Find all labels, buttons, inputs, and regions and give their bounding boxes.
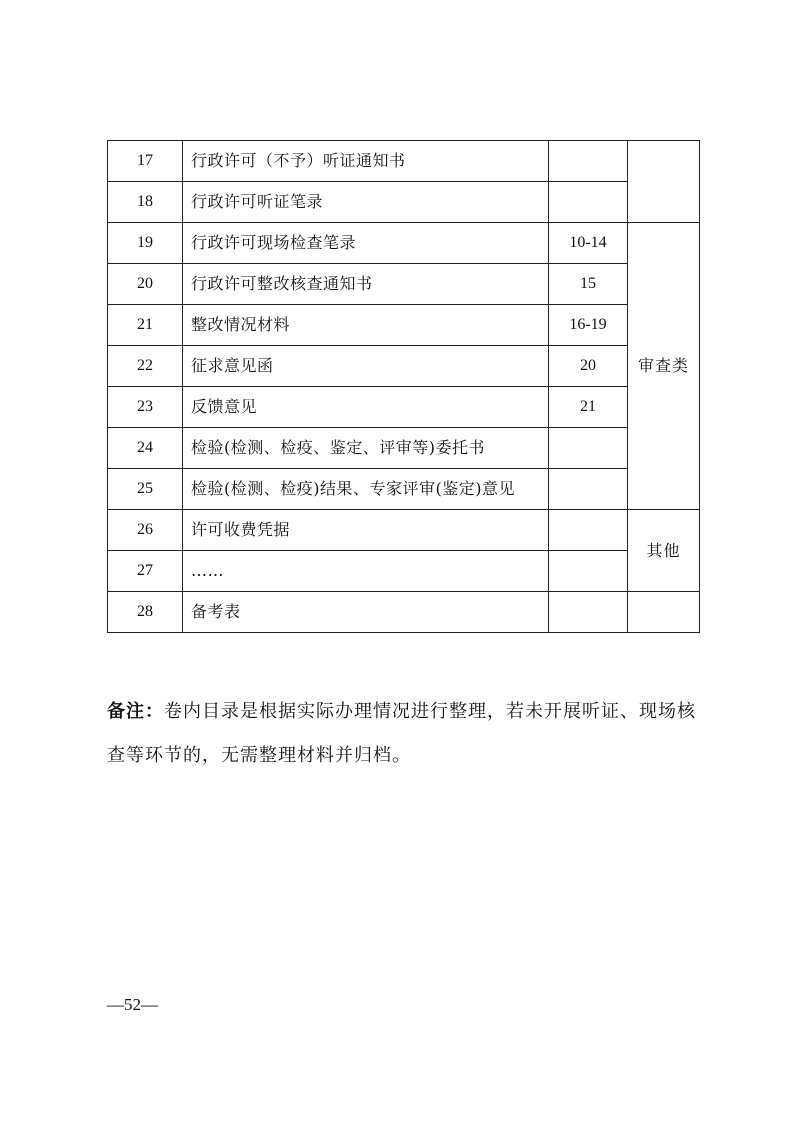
page-range: 21: [549, 387, 628, 428]
category-cell-blank: [628, 141, 700, 223]
page-range: [549, 551, 628, 592]
row-number: 18: [108, 182, 183, 223]
table-row: [108, 223, 700, 264]
row-number: 26: [108, 510, 183, 551]
table-row: [108, 551, 700, 592]
document-title: 许可收费凭据: [183, 510, 549, 551]
document-title: 行政许可现场检查笔录: [183, 223, 549, 264]
table-row: [108, 141, 700, 182]
catalog-table: [107, 140, 700, 633]
table-row: [108, 387, 700, 428]
page-range: [549, 510, 628, 551]
page-range: [549, 182, 628, 223]
table-row: [108, 346, 700, 387]
page-number: —52—: [107, 995, 158, 1014]
page-range: 15: [549, 264, 628, 305]
document-title: 整改情况材料: [183, 305, 549, 346]
row-number: 21: [108, 305, 183, 346]
table-row: [108, 592, 700, 633]
category-cell-blank: [628, 592, 700, 633]
document-title: 检验(检测、检疫、鉴定、评审等)委托书: [183, 428, 549, 469]
document-title: 行政许可听证笔录: [183, 182, 549, 223]
document-title: 反馈意见: [183, 387, 549, 428]
category-other: 其他: [628, 510, 700, 592]
table-row: [108, 428, 700, 469]
row-number: 28: [108, 592, 183, 633]
document-title: 检验(检测、检疫)结果、专家评审(鉴定)意见: [183, 469, 549, 510]
table-row: [108, 264, 700, 305]
table-row: [108, 182, 700, 223]
row-number: 23: [108, 387, 183, 428]
document-title: 征求意见函: [183, 346, 549, 387]
row-number: 25: [108, 469, 183, 510]
page-range: [549, 469, 628, 510]
document-title: 行政许可整改核查通知书: [183, 264, 549, 305]
page-range: [549, 141, 628, 182]
remarks-text: 卷内目录是根据实际办理情况进行整理，若未开展听证、现场核查等环节的，无需整理材料并归档。: [107, 701, 696, 766]
category-review: 审查类: [628, 223, 700, 510]
page-range: 20: [549, 346, 628, 387]
table-row: [108, 510, 700, 551]
document-title: ……: [183, 551, 549, 592]
document-title: 行政许可（不予）听证通知书: [183, 141, 549, 182]
remarks-label: 备注：: [107, 701, 164, 722]
table-row: [108, 469, 700, 510]
row-number: 24: [108, 428, 183, 469]
row-number: 27: [108, 551, 183, 592]
document-title: 备考表: [183, 592, 549, 633]
row-number: 19: [108, 223, 183, 264]
remarks-paragraph: [107, 690, 707, 778]
row-number: 22: [108, 346, 183, 387]
table-row: [108, 305, 700, 346]
page-range: 16-19: [549, 305, 628, 346]
page-range: [549, 428, 628, 469]
page-range: 10-14: [549, 223, 628, 264]
page-range: [549, 592, 628, 633]
row-number: 17: [108, 141, 183, 182]
row-number: 20: [108, 264, 183, 305]
